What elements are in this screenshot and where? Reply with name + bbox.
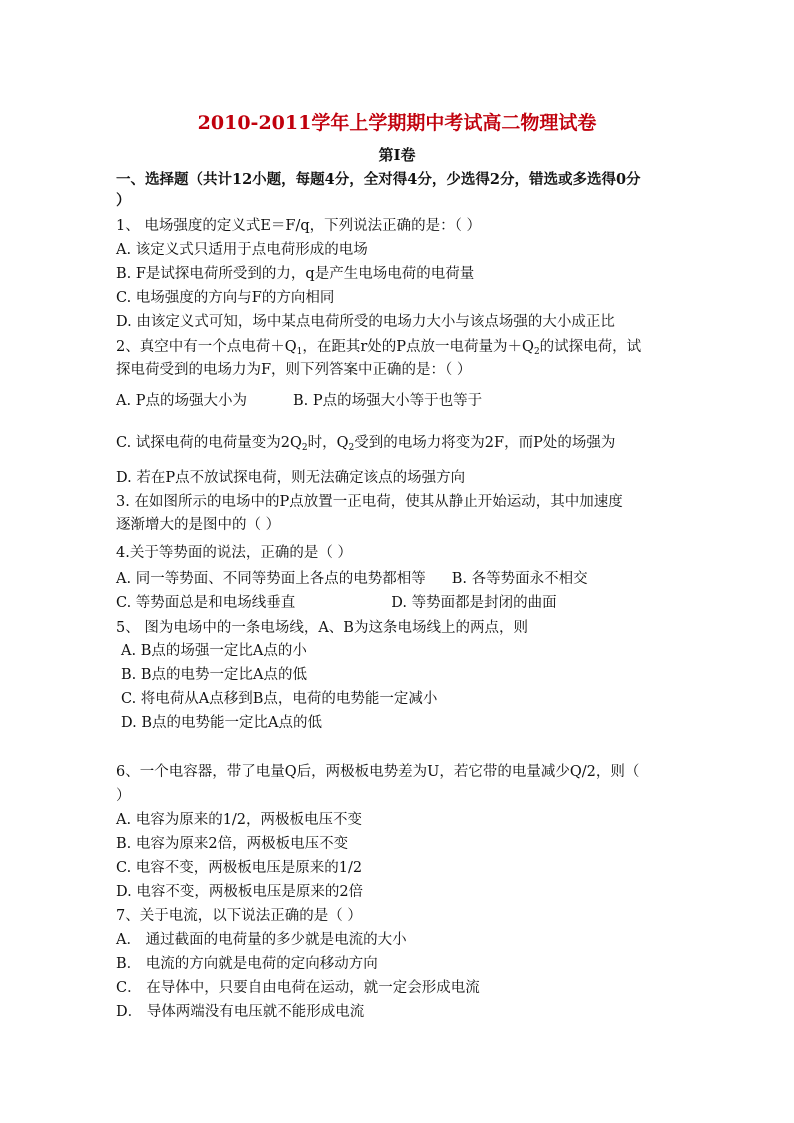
q1-option-d: D. 由该定义式可知，场中某点电荷所受的电场力大小与该点场强的大小成正比 [116, 314, 615, 330]
volume-label: 第Ⅰ卷 [378, 146, 416, 164]
q2-stem-line1: 2、真空中有一个点电荷$+Q_1$，在距其r处的P点放一电荷量为$+Q_2$的试探电荷，试 [116, 339, 642, 357]
q2-option-a: A. P点的场强大小为 [116, 393, 247, 409]
q7-option-d: D． 导体两端没有电压就不能形成电流 [116, 1004, 365, 1020]
q5-option-d: D. B点的电势能一定比A点的低 [121, 715, 322, 731]
q2-option-d: D. 若在P点不放试探电荷，则无法确定该点的场强方向 [116, 470, 466, 486]
section-heading-close: ） [116, 192, 131, 209]
q6-stem-line1: 6、一个电容器，带了电量Q后，两极板电势差为U，若它带的电量减少Q/2，则（ [116, 764, 640, 780]
q4-option-c: C. 等势面总是和电场线垂直 [116, 595, 296, 611]
q1-option-c: C. 电场强度的方向与F的方向相同 [116, 290, 335, 306]
q1-option-a: A. 该定义式只适用于点电荷形成的电场 [116, 242, 368, 258]
section-heading: 一、选择题（共计12小题，每题4分，全对得4分，少选得2分，错选或多选得0分 [116, 171, 641, 188]
q4-option-b: B. 各等势面永不相交 [451, 571, 588, 587]
q2-options-ab [116, 391, 686, 411]
q6-option-c: C. 电容不变，两极板电压是原来的1/2 [116, 860, 363, 876]
exam-title: 2010-2011学年上学期期中考试高二物理试卷 [197, 112, 597, 134]
q3-stem-line1: 3. 在如图所示的电场中的P点放置一正电荷，使其从静止开始运动，其中加速度 [116, 494, 623, 510]
q6-option-d: D. 电容不变，两极板电压是原来的2倍 [116, 884, 364, 900]
q3-stem-line2: 逐渐增大的是图中的（ ） [116, 517, 281, 533]
q4-options-ab [116, 569, 686, 589]
q7-option-c: C． 在导体中，只要自由电荷在运动，就一定会形成电流 [116, 980, 480, 996]
q7-stem: 7、关于电流，以下说法正确的是（ ） [116, 908, 362, 924]
q7-option-a: A． 通过截面的电荷量的多少就是电流的大小 [116, 932, 407, 948]
q6-option-b: B. 电容为原来2倍，两极板电压不变 [116, 836, 349, 852]
q7-option-b: B． 电流的方向就是电荷的定向移动方向 [116, 956, 378, 972]
q5-option-c: C. 将电荷从A点移到B点，电荷的电势能一定减小 [121, 691, 438, 707]
q5-option-a: A. B点的场强一定比A点的小 [121, 643, 307, 659]
q4-option-d: D. 等势面都是封闭的曲面 [391, 595, 557, 611]
q6-option-a: A. 电容为原来的1/2，两极板电压不变 [116, 812, 363, 828]
q6-stem-line2: ） [116, 788, 131, 804]
q4-stem: 4.关于等势面的说法，正确的是（ ） [116, 545, 352, 561]
q5-option-b: B. B点的电势一定比A点的低 [121, 667, 307, 683]
q5-stem: 5、 图为电场中的一条电场线，A、B为这条电场线上的两点，则 [116, 620, 528, 636]
q2-option-b: B. P点的场强大小等于也等于 [292, 393, 483, 409]
q4-option-a: A. 同一等势面、不同等势面上各点的电势都相等 [116, 571, 426, 587]
q2-stem-line2: 探电荷受到的电场力为F，则下列答案中正确的是：（ ） [116, 362, 472, 378]
q1-option-b: B. F是试探电荷所受到的力，q是产生电场电荷的电荷量 [116, 266, 475, 282]
q4-options-cd [116, 593, 686, 613]
q2-option-c: C. 试探电荷的电荷量变为$2Q_2$时，$Q_2$受到的电场力将变为2F，而P处的场强为 [116, 435, 616, 453]
q1-stem: 1、 电场强度的定义式E＝F/q，下列说法正确的是：（ ） [116, 218, 482, 234]
